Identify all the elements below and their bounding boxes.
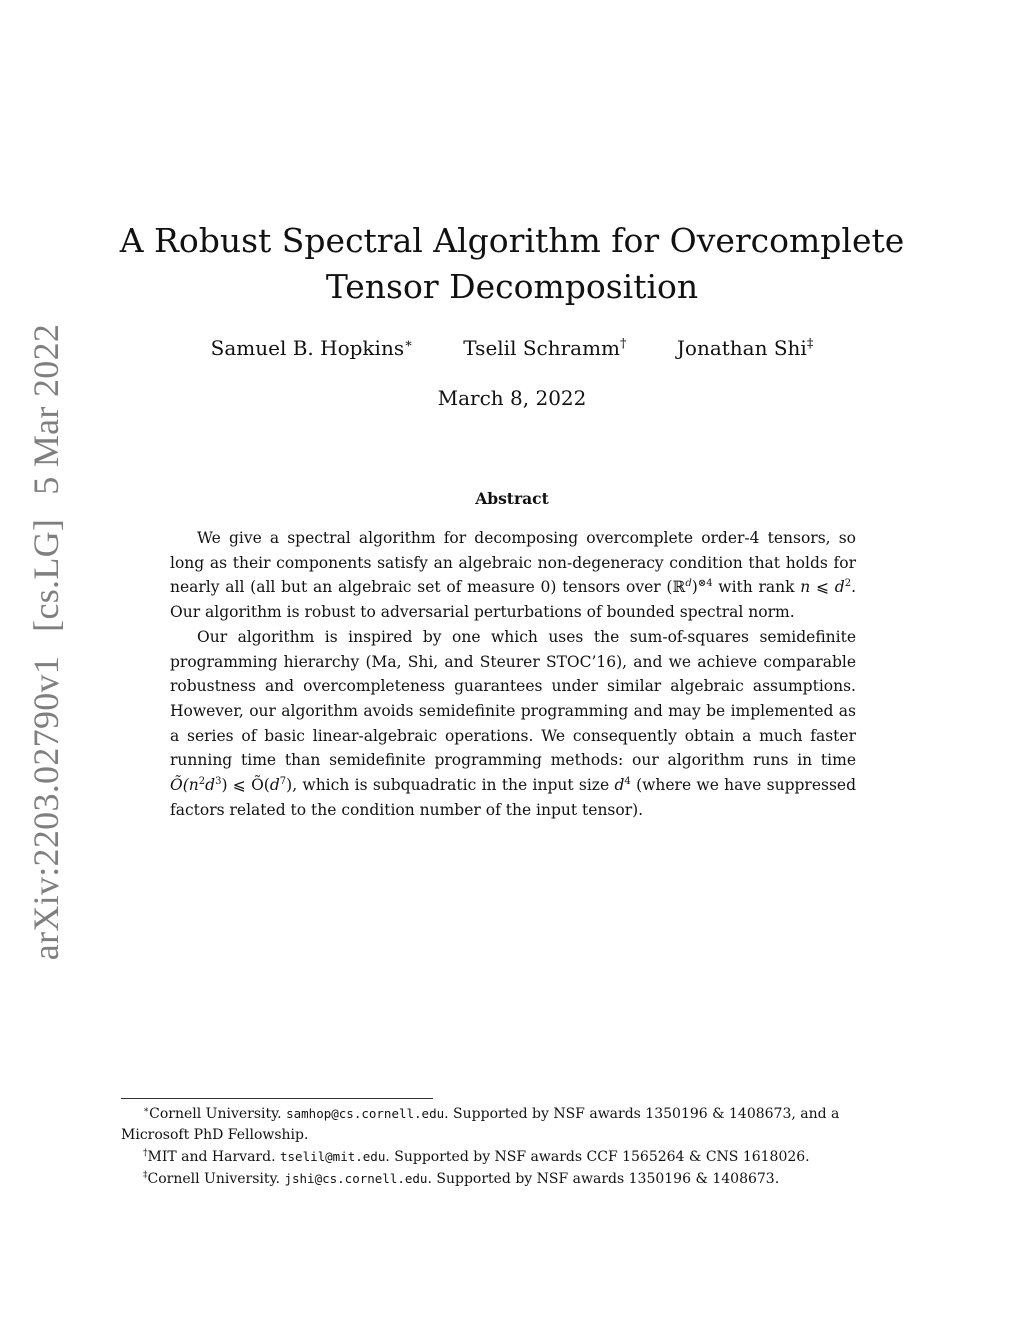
footnote-rule xyxy=(121,1098,433,1099)
title-line-2: Tensor Decomposition xyxy=(325,267,699,306)
text: ), which is subquadratic in the input size xyxy=(286,776,615,795)
text: MIT and Harvard. xyxy=(147,1149,280,1165)
math: 3 xyxy=(215,775,222,787)
author-name: Samuel B. Hopkins xyxy=(210,336,405,360)
math: d xyxy=(205,776,216,795)
text: . Supported by NSF awards 1350196 & 1408673, and a Microsoft PhD Fellowship. xyxy=(121,1106,840,1143)
math: d xyxy=(834,578,845,597)
author xyxy=(677,336,813,360)
text: Cornell University. xyxy=(147,1171,285,1187)
text: . Supported by NSF awards 1350196 & 1408673. xyxy=(427,1171,780,1187)
author-list xyxy=(0,336,1024,360)
author-mark: ‡ xyxy=(806,336,814,352)
footnotes xyxy=(121,1103,907,1190)
text: Cornell University. xyxy=(149,1106,287,1122)
author xyxy=(463,336,626,360)
text: . Supported by NSF awards CCF 1565264 & CNS 1618026. xyxy=(385,1149,810,1165)
paper-date: March 8, 2022 xyxy=(437,386,587,410)
author-name: Tselil Schramm xyxy=(463,336,621,360)
math: 2 xyxy=(844,578,852,590)
author-name: Jonathan Shi xyxy=(676,336,807,360)
footnote xyxy=(121,1168,907,1190)
footnote xyxy=(121,1103,907,1146)
math: ) ⩽ Õ( xyxy=(221,776,270,795)
text: . Our algorithm is robust to adversarial perturbations of bounded spectral norm. xyxy=(170,578,857,622)
text: (where we have suppressed factors related to the condition number of the input tensor). xyxy=(170,776,856,819)
abstract-heading: Abstract xyxy=(475,489,549,508)
email-link[interactable]: jshi@cs.cornell.edu xyxy=(284,1171,428,1186)
math: n xyxy=(800,578,811,597)
footnote xyxy=(121,1146,907,1168)
text: We give a spectral algorithm for decomposing overcomplete order-4 tensors, so long as their components satisfy an algebraic non-degeneracy condition that holds for nearly all (all but an algebraic set of measure 0) tensors over (ℝ xyxy=(170,529,856,597)
paper-title xyxy=(0,218,1024,310)
math: n xyxy=(188,776,199,795)
email-link[interactable]: tselil@mit.edu xyxy=(280,1149,386,1164)
abstract-paragraph-2 xyxy=(170,625,856,823)
arxiv-stamp xyxy=(25,312,67,972)
author-mark: † xyxy=(620,336,627,352)
abstract-paragraph-1 xyxy=(170,526,856,625)
author xyxy=(211,336,413,360)
author-mark: ∗ xyxy=(404,336,413,352)
footnote-mark: ‡ xyxy=(143,1170,148,1181)
math: ⊗4 xyxy=(697,578,713,590)
arxiv-id: arXiv:2203.02790v1 xyxy=(26,655,66,961)
text: ) xyxy=(691,578,698,597)
math: 4 xyxy=(624,775,631,787)
math: d xyxy=(269,776,280,795)
math: 7 xyxy=(279,775,287,787)
math: ⩽ xyxy=(810,578,835,597)
math: d xyxy=(685,578,692,590)
footnote-mark: † xyxy=(143,1148,148,1159)
math: 2 xyxy=(198,775,206,787)
text: with rank xyxy=(712,578,801,597)
math: Õ( xyxy=(170,776,189,795)
footnote-mark: ∗ xyxy=(143,1105,150,1116)
math: d xyxy=(614,776,625,795)
arxiv-category: [cs.LG] xyxy=(26,518,66,632)
arxiv-date: 5 Mar 2022 xyxy=(26,323,66,495)
email-link[interactable]: samhop@cs.cornell.edu xyxy=(286,1106,445,1121)
title-line-1: A Robust Spectral Algorithm for Overcomplete xyxy=(119,221,905,260)
text: Our algorithm is inspired by one which uses the sum-of-squares semidefinite programming hierarchy (Ma, Shi, and Steurer STOC’16), and we achieve comparable robustness and overcompleteness guarantees under similar algebraic assumptions. However, our algorithm avoids semidefinite programming and may be implemented as a series of basic linear-algebraic operations. We consequently obtain a much faster running time than semidefinite programming methods: our algorithm runs in time xyxy=(170,627,856,770)
abstract-body xyxy=(170,526,856,822)
